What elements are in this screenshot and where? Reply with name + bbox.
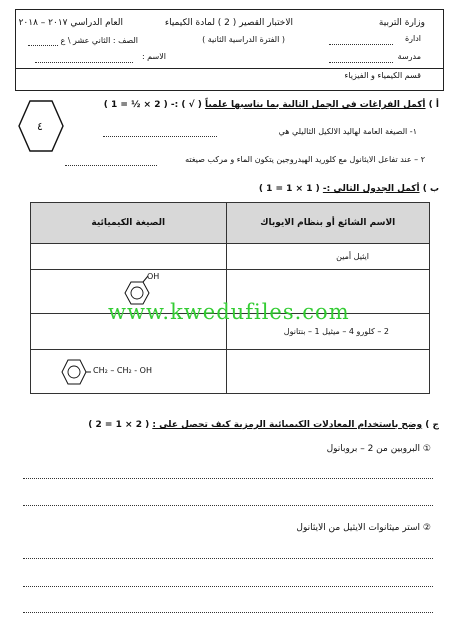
- table-header-row: [31, 203, 430, 244]
- row1-formula-cell[interactable]: [31, 244, 227, 270]
- row3-name: 2 – كلورو 4 – ميثيل 1 – بنتانول: [226, 314, 429, 350]
- answer-line-c2c[interactable]: [23, 612, 433, 613]
- directorate-blank: [329, 44, 393, 45]
- row4-name-cell[interactable]: [226, 350, 429, 394]
- exam-title: الاختبار القصير ( 2 ) لمادة الكيمياء: [164, 18, 293, 28]
- answer-line-c2b[interactable]: [23, 586, 433, 587]
- header-divider: [16, 68, 443, 69]
- score-value: ٤: [37, 120, 43, 133]
- benzene-ring-icon: [57, 356, 91, 388]
- item-c2-number: ②: [422, 523, 431, 533]
- item-c1: [327, 444, 431, 454]
- name-blank: [35, 62, 133, 63]
- header-formula: الصيغة الكيميائية: [31, 203, 227, 244]
- compounds-table: [30, 202, 430, 394]
- row1-name: ايثيل أمين: [226, 244, 429, 270]
- academic-year: العام الدراسي ٢٠١٧ – ٢٠١٨: [18, 18, 123, 28]
- answer-blank-a2[interactable]: [65, 165, 157, 166]
- grade-label: الصف : الثاني عشر \ ع: [60, 36, 138, 45]
- section-a-marks: ( √ ) :- ( 2 × ½ = 1 ): [103, 100, 202, 110]
- row4-formula-cell: [31, 350, 227, 394]
- phenol-oh-label: OH: [147, 272, 160, 281]
- ministry-label: وزارة التربية: [378, 18, 425, 28]
- section-c-heading: [88, 420, 439, 430]
- answer-line-c1b[interactable]: [23, 505, 433, 506]
- section-c-marks: ( 2 × 1 = 2 ): [88, 420, 150, 430]
- department-label: قسم الكيمياء و الفيزياء: [344, 71, 421, 80]
- answer-line-c2a[interactable]: [23, 558, 433, 559]
- period-label: ( الفترة الدراسية الثانية ): [202, 35, 285, 44]
- section-b-title: أكمل الجدول التالي :-: [322, 184, 420, 194]
- section-b-heading: [259, 184, 439, 194]
- section-a-heading: [104, 100, 439, 110]
- school-blank: [329, 62, 393, 63]
- section-c-label: ج ): [425, 420, 439, 430]
- watermark: www.kwedufiles.com: [108, 300, 350, 324]
- section-a-title: أكمل الفراغات في الجمل التالية بما يناسبها علمياً: [204, 100, 426, 110]
- section-b-label: ب ): [422, 184, 439, 194]
- answer-blank-a1[interactable]: [103, 136, 217, 137]
- section-a-label: أ ): [428, 100, 439, 110]
- answer-line-c1a[interactable]: [23, 478, 433, 479]
- question-a1: ١- الصيغة العامة لهاليد الالكيل الثاليلي هي: [278, 127, 417, 136]
- school-label: مدرسة: [397, 52, 421, 61]
- header-name: الاسم الشائع أو بنظام الايوباك: [226, 203, 429, 244]
- table-row: [31, 350, 430, 394]
- item-c1-text: البروبين من 2 – بروبانول: [326, 444, 421, 454]
- item-c2: [296, 523, 431, 533]
- item-c2-text: استر ميثانوات الايثيل من الايثانول: [296, 523, 421, 533]
- directorate-label: ادارة: [404, 34, 421, 43]
- section-c-title: وضح باستخدام المعادلات الكيميائية الرمزية كيف تحصل على :: [152, 420, 423, 430]
- name-label: الاسم :: [141, 52, 166, 61]
- grade-blank: [28, 45, 58, 46]
- section-b-marks: ( 1 × 1 = 1 ): [258, 184, 320, 194]
- table-row: [31, 244, 430, 270]
- ethanol-chain-label: CH₂ – CH₂ - OH: [93, 366, 152, 375]
- question-a2: ٢ – عند تفاعل الايثانول مع كلوريد الهيدروجين يتكون الماء و مركب صيغته: [185, 155, 425, 164]
- item-c1-number: ①: [422, 444, 431, 454]
